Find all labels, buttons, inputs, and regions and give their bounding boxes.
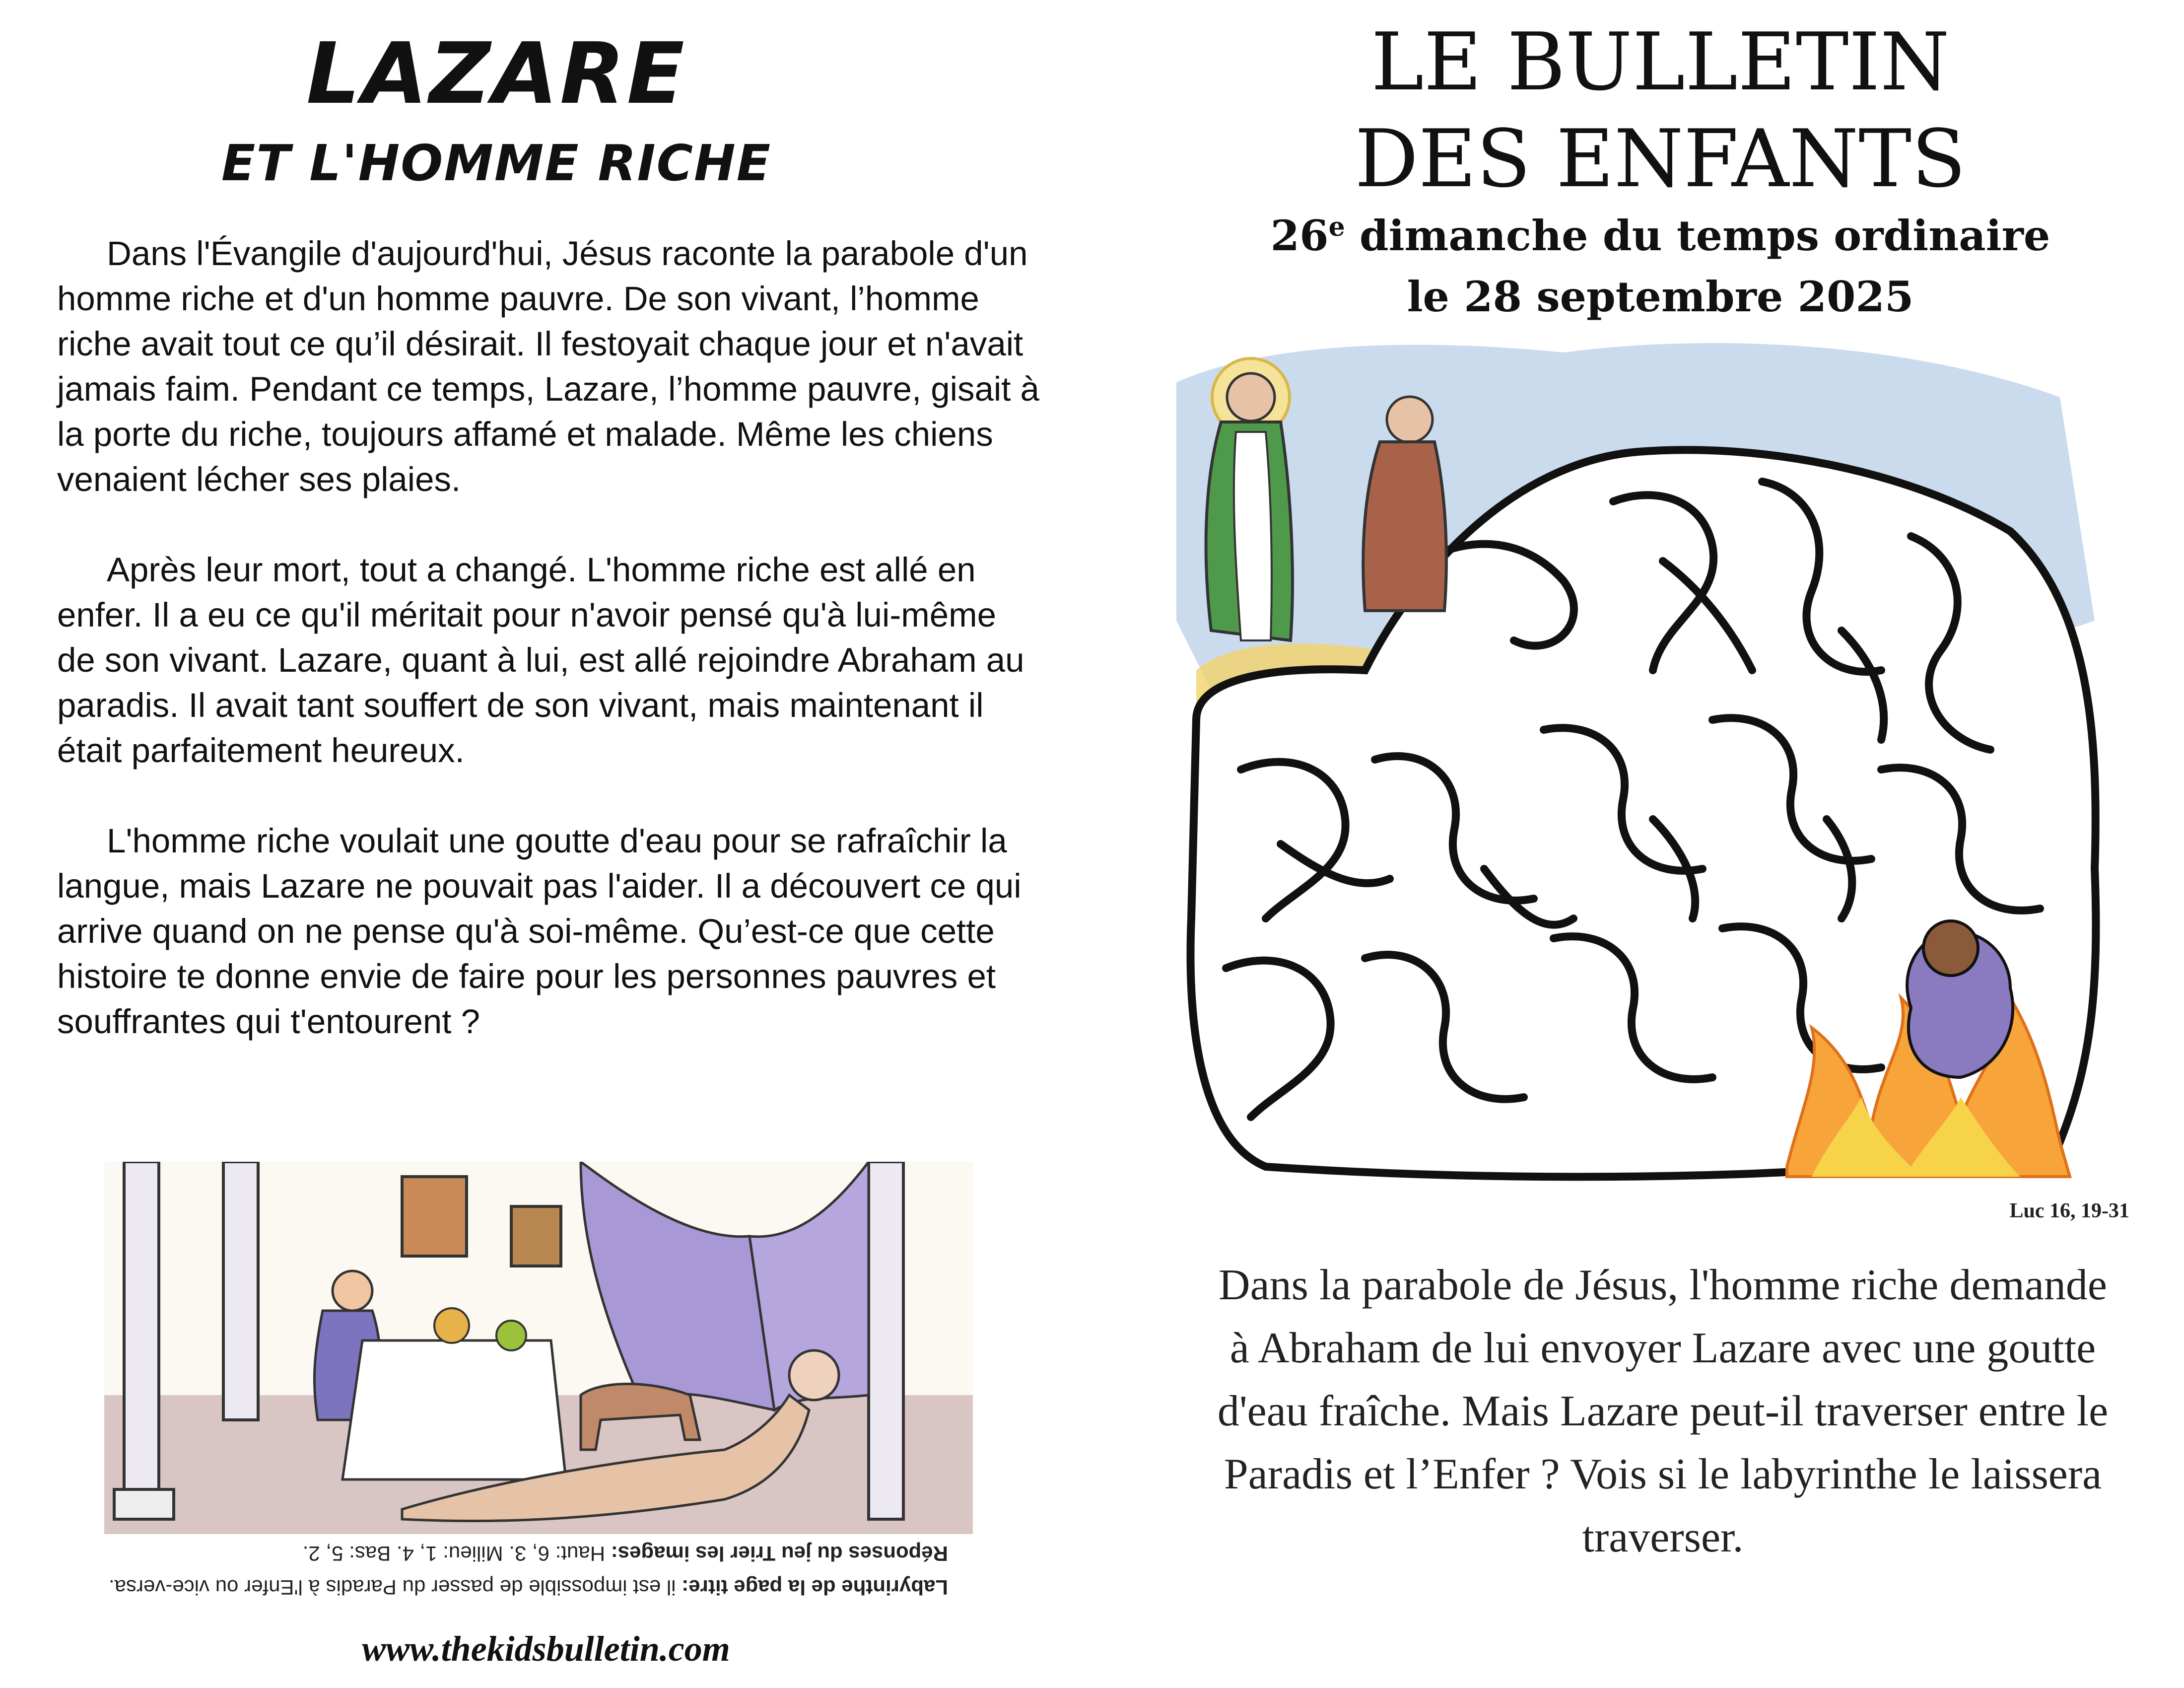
bulletin-title-line2: DES ENFANTS [1355,112,1966,205]
sunday-number: 26 [1270,211,1329,260]
story-title: LAZARE [306,25,686,123]
story-subtitle: ET L'HOMME RICHE [221,134,772,192]
answer-text-1: il est impossible de passer du Paradis à l'Enfer ou vice-versa. [108,1576,676,1599]
answer-text-2: Haut: 6, 3. Milieu: 1, 4. Bas: 5, 2. [302,1542,606,1565]
answer-line-1 [104,1570,948,1604]
maze-illustration [1166,323,2154,1211]
bulletin-date: le 28 septembre 2025 [1407,272,1914,321]
sunday-rest: dimanche du temps ordinaire [1345,211,2050,260]
sunday-label [1166,211,2154,260]
answer-key [104,1537,948,1604]
banquet-illustration [104,1162,973,1534]
scripture-reference: Luc 16, 19-31 [2009,1199,2129,1222]
story-text [57,231,1040,1089]
bulletin-title-line1: LE BULLETIN [1371,15,1950,108]
maze-caption: Dans la parabole de Jésus, l'homme riche demande à Abraham de lui envoyer Lazare avec une goutte d'eau fraîche. Mais Lazare peut-il traverser entre le Paradis et l’Enfer ? Vois si le labyrinthe le laissera traverser. [1217,1261,2109,1561]
story-paragraph-2: Après leur mort, tout a changé. L'homme riche est allé en enfer. Il a eu ce qu'il méritait pour n'avoir pensé qu'à lui-même de son vivant. Lazare, quant à lui, est allé rejoindre Abraham au paradis. Il avait tant souffert de son vivant, mais maintenant il était parfaitement heureux. [57,551,1024,770]
answer-line-2 [104,1537,948,1570]
website-link[interactable]: www.thekidsbulletin.com [362,1629,730,1669]
story-paragraph-3: L'homme riche voulait une goutte d'eau pour se rafraîchir la langue, mais Lazare ne pouvait pas l'aider. Il a découvert ce qui arrive quand on ne pense qu'à soi-même. Qu’est-ce que cette histoire te donne envie de faire pour les personnes pauvres et souffrantes qui t'entourent ? [57,822,1022,1041]
sunday-sup: e [1328,212,1345,242]
answer-label-2: Réponses du jeu Trier les images: [611,1542,948,1565]
answer-label-1: Labyrinthe de la page titre: [682,1576,948,1599]
story-paragraph-1: Dans l'Évangile d'aujourd'hui, Jésus raconte la parabole d'un homme riche et d'un homme pauvre. De son vivant, l’homme riche avait tout ce qu’il désirait. Il festoyait chaque jour et n'avait jamais faim. Pendant ce temps, Lazare, l’homme pauvre, gisait à la porte du riche, toujours affamé et malade. Même les chiens venaient lécher ses plaies. [57,234,1039,498]
